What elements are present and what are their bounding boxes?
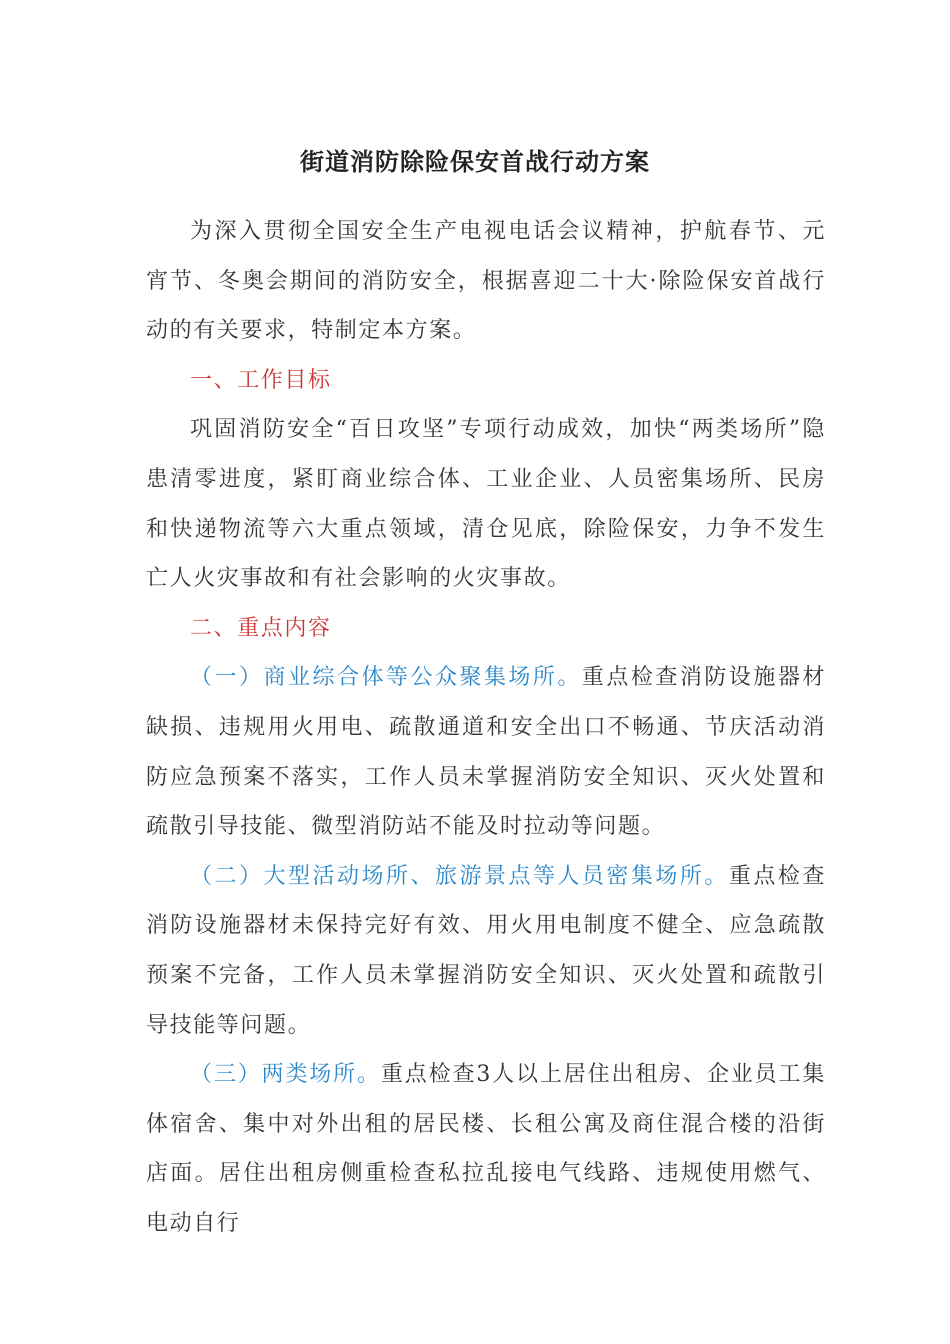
key-item-text: 重点检查消防设施器材未保持完好有效、用火用电制度不健全、应急疏散预案不完备，工作人员未掌握消防安全知识、灭火处置和疏散引导技能等问题。 [146,863,826,1038]
key-item-label: （二）大型活动场所、旅游景点等人员密集场所。 [190,863,729,889]
key-item-label: （三）两类场所。 [190,1062,381,1088]
section-heading-goals: 一、工作目标 [190,367,332,393]
intro-paragraph: 为深入贯彻全国安全生产电视电话会议精神，护航春节、元宵节、冬奥会期间的消防安全，根据喜迎二十大·除险保安首战行动的有关要求，特制定本方案。 [146,219,826,344]
key-item-text: 重点检查消防设施器材缺损、违规用火用电、疏散通道和安全出口不畅通、节庆活动消防应急预案不落实，工作人员未掌握消防安全知识、灭火处置和疏散引导技能、微型消防站不能及时拉动等问题。 [146,665,826,840]
key-item-paragraph [146,653,826,851]
document-title: 街道消防除险保安首战行动方案 [300,147,650,176]
goals-paragraph: 巩固消防安全“百日攻坚”专项行动成效，加快“两类场所”隐患清零进度，紧盯商业综合体、工业企业、人员密集场所、民房和快递物流等六大重点领域，清仓见底，除险保安，力争不发生亡人火灾事故和有社会影响的火灾事故。 [146,417,826,592]
key-item-paragraph [146,852,826,1050]
section-heading-key-content: 二、重点内容 [190,615,332,641]
key-item-paragraph [146,1050,826,1248]
key-item-text: 重点检查3人以上居住出租房、企业员工集体宿舍、集中对外出租的居民楼、长租公寓及商住混合楼的沿街店面。居住出租房侧重检查私拉乱接电气线路、违规使用燃气、电动自行 [146,1062,826,1236]
key-item-label: （一）商业综合体等公众聚集场所。 [190,665,582,691]
document-body [146,207,826,1248]
